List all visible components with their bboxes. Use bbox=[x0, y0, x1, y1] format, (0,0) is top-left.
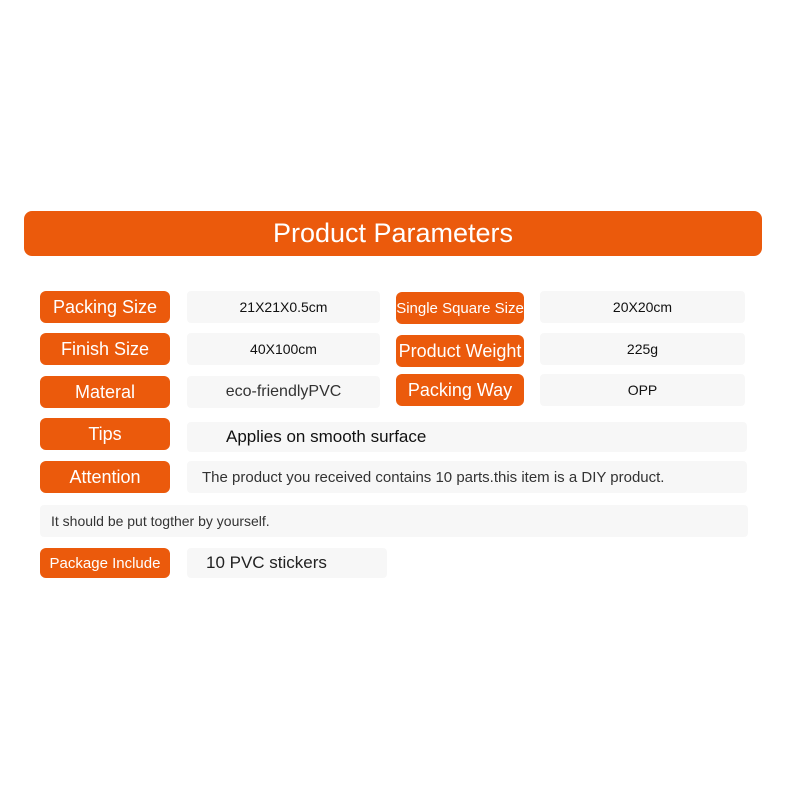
attention-note: It should be put togther by yourself. bbox=[40, 505, 748, 537]
finish-size-label: Finish Size bbox=[40, 333, 170, 365]
packing-way-label: Packing Way bbox=[396, 374, 524, 406]
packing-way-value: OPP bbox=[540, 374, 745, 406]
attention-value: The product you received contains 10 parts.this item is a DIY product. bbox=[187, 461, 747, 493]
tips-label: Tips bbox=[40, 418, 170, 450]
single-square-size-label: Single Square Size bbox=[396, 292, 524, 324]
tips-value: Applies on smooth surface bbox=[187, 422, 747, 452]
product-weight-label: Product Weight bbox=[396, 335, 524, 367]
section-title: Product Parameters bbox=[24, 211, 762, 256]
package-include-value: 10 PVC stickers bbox=[187, 548, 387, 578]
packing-size-label: Packing Size bbox=[40, 291, 170, 323]
attention-label: Attention bbox=[40, 461, 170, 493]
product-weight-value: 225g bbox=[540, 333, 745, 365]
package-include-label: Package Include bbox=[40, 548, 170, 578]
material-label: Materal bbox=[40, 376, 170, 408]
material-value: eco-friendlyPVC bbox=[187, 376, 380, 408]
packing-size-value: 21X21X0.5cm bbox=[187, 291, 380, 323]
finish-size-value: 40X100cm bbox=[187, 333, 380, 365]
single-square-size-value: 20X20cm bbox=[540, 291, 745, 323]
